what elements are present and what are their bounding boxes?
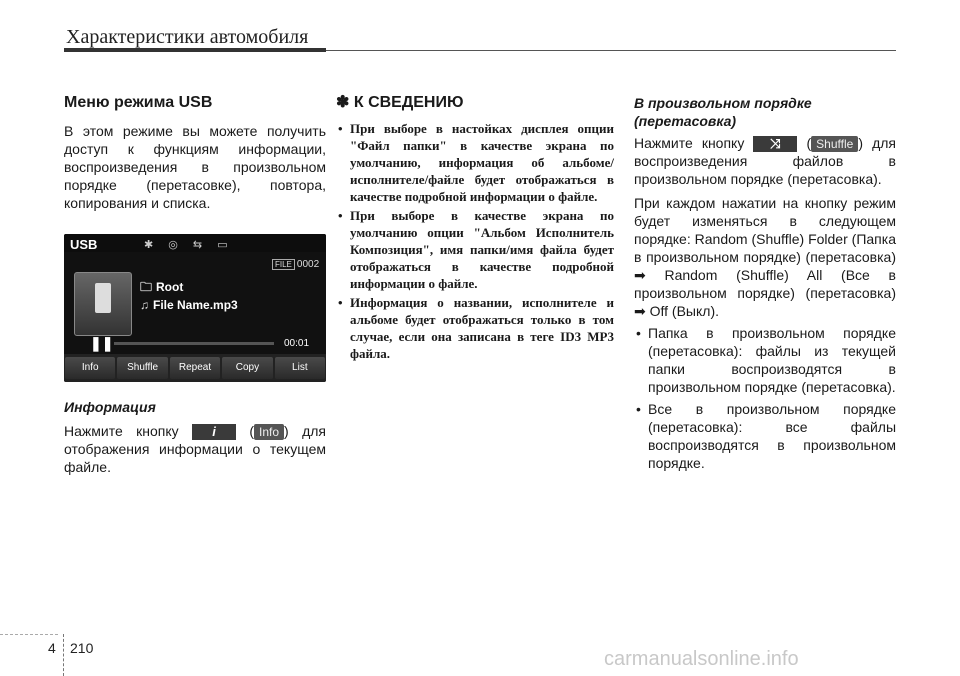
screen-source-label: USB xyxy=(70,237,98,252)
footer-rule xyxy=(0,634,58,635)
header-rule-thick xyxy=(64,48,326,52)
usb-menu-heading: Меню режима USB xyxy=(64,94,213,111)
note-item: • При выборе в настойках дисплея опции "Файл папки" в качестве экрана по умолчанию, информация об альбоме/исполнителе/файле будет отображаться в качестве подробной информации о файле. xyxy=(336,120,614,205)
folder-row xyxy=(140,278,183,296)
folder-name: Root xyxy=(156,280,184,294)
info-heading: Информация xyxy=(64,399,156,415)
column-shuffle xyxy=(634,94,896,476)
copy-button[interactable]: Copy xyxy=(222,357,272,379)
bullet-item: • Все в произвольном порядке (перетасовка): все файлы воспроизводятся в произвольном порядке. xyxy=(634,400,896,472)
status-icons: ✱ ◎ ⇆ ▭ xyxy=(144,239,234,251)
folder-icon: 🗀 xyxy=(140,280,153,294)
info-hardkey-icon: i xyxy=(192,424,236,440)
file-number: 0002 xyxy=(296,259,320,270)
pause-icon: ❚❚ xyxy=(90,335,114,351)
info-button[interactable]: Info xyxy=(65,357,115,379)
usb-screen-illustration xyxy=(64,234,326,382)
file-name: File Name.mp3 xyxy=(153,298,238,312)
shuffle-bullet-list xyxy=(634,324,896,472)
shuffle-press-paragraph: Нажмите кнопку ⤨ ( Shuffle ) для воспроизведения файлов в произвольном порядке (перетасовка). xyxy=(634,135,896,188)
shuffle-hardkey-icon: ⤨ xyxy=(753,136,797,152)
shuffle-heading-line2: (перетасовка) xyxy=(634,113,737,129)
section-number: 4 xyxy=(48,640,56,656)
shuffle-heading-line1: В произвольном порядке xyxy=(634,95,812,111)
shuffle-heading xyxy=(634,94,896,130)
note-item: • При выборе в качестве экрана по умолчанию опции "Альбом Исполнитель Композиция", имя папки/имя файла будет отображаться в качестве подробной информации о файле. xyxy=(336,207,614,292)
shuffle-button[interactable]: Shuffle xyxy=(117,357,167,379)
info-text-a: Нажмите кнопку xyxy=(64,423,179,439)
info-softkey-label: Info xyxy=(254,424,284,440)
column-usb-menu xyxy=(64,94,326,476)
usb-menu-intro: В этом режиме вы можете получить доступ к функциям информации, воспроизведения в произвольном порядке (перетасовке), повтора, копирования и списка. xyxy=(64,123,326,211)
usb-device-icon xyxy=(74,272,132,336)
repeat-button[interactable]: Repeat xyxy=(170,357,220,379)
note-heading: ✽ К СВЕДЕНИЮ xyxy=(336,94,464,111)
file-tag: FILE xyxy=(272,259,295,270)
list-button[interactable]: List xyxy=(275,357,325,379)
shuffle-text-a: Нажмите кнопку xyxy=(634,135,745,151)
screen-button-bar xyxy=(64,354,326,382)
info-text-b: для отображения информации о текущем файле. xyxy=(64,423,326,476)
shuffle-softkey-label: Shuffle xyxy=(811,136,858,152)
column-note xyxy=(336,94,614,364)
page-header-title: Характеристики автомобиля xyxy=(66,26,309,48)
shuffle-cycle-paragraph: При каждом нажатии на кнопку режим будет изменяться в следующем порядке: Random (Shuffle) Folder (Папка в произвольном порядке) (перетасовка) ➡ Random (Shuffle) All (Все в произвольном порядке) (перетасовка) ➡ Off (Выкл). xyxy=(634,195,896,320)
note-list xyxy=(336,120,614,362)
page-number: 210 xyxy=(70,640,94,656)
watermark: carmanualsonline.info xyxy=(604,648,799,670)
footer-divider xyxy=(63,634,64,676)
playback-time: 00:01 xyxy=(284,338,310,349)
shuffle-text-b: для воспроизведения файлов в произвольном порядке (перетасовка). xyxy=(634,135,896,188)
music-note-icon: ♫ xyxy=(140,298,149,312)
progress-bar xyxy=(114,342,274,345)
bullet-item: • Папка в произвольном порядке (перетасовка): файлы из текущей папки воспроизводятся в произвольном порядке (перетасовка). xyxy=(634,324,896,396)
note-item: • Информация о названии, исполнителе и альбоме будет отображаться только в том случае, если она записана в теге ID3 MP3 файла. xyxy=(336,294,614,362)
info-paragraph: Нажмите кнопку i ( Info ) для отображения информации о текущем файле. xyxy=(64,423,326,476)
file-counter xyxy=(272,256,319,274)
file-row xyxy=(140,296,238,314)
header-rule-thin xyxy=(326,50,896,51)
